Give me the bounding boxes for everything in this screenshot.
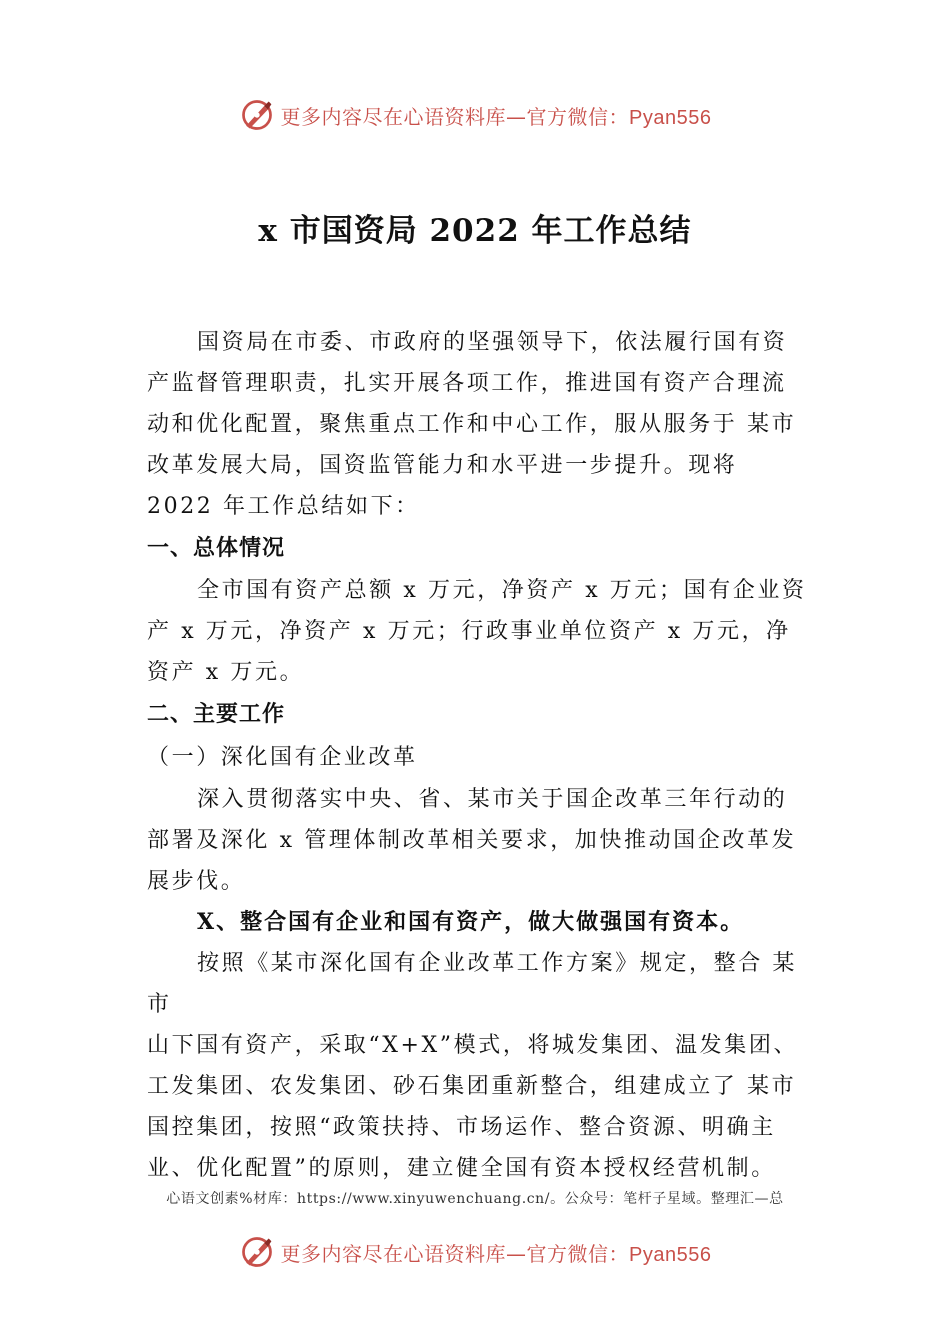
footer-note: 心语文创素%材库：https://www.xinyuwenchuang.cn/。公众号：笔杆子星域。整理汇—总 — [166, 1191, 784, 1207]
integration-paragraph-part2: 山下国有资产，采取“X+X”模式，将城发集团、温发集团、工发集团、农发集团、砂石集团重新整合，组建成立了 某市国控集团，按照“政策扶持、市场运作、整合资源、明确主业、优化配置”的原则，建立健全国有资本授权经营机制。 — [147, 1033, 799, 1181]
point-heading-integration: X、整合国有企业和国有资产，做大做强国有资本。 — [197, 909, 745, 935]
section-heading-main-work: 二、主要工作 — [147, 702, 286, 727]
document-body — [147, 322, 809, 1189]
banner-main-text: 更多内容尽在心语资料库—官方微信： — [280, 1241, 630, 1266]
section-heading-overview: 一、总体情况 — [147, 536, 286, 561]
subsection-heading-reform: （一）深化国有企业改革 — [147, 745, 418, 770]
integration-paragraph-part1: 按照《某市深化国有企业改革工作方案》规定，整合 某市 — [147, 951, 797, 1017]
banner-text — [281, 1238, 712, 1267]
reform-paragraph: 深入贯彻落实中央、省、某市关于国企改革三年行动的部署及深化 x 管理体制改革相关要求，加快推动国企改革发展步伐。 — [147, 787, 797, 894]
banner-wechat-id: Pyan556 — [629, 1243, 712, 1266]
pen-logo-icon — [239, 1234, 275, 1270]
intro-paragraph: 国资局在市委、市政府的坚强领导下，依法履行国有资产监督管理职责，扎实开展各项工作，推进国有资产合理流动和优化配置，聚焦重点工作和中心工作，服从服务于 某市改革发展大局，国资监管能力和水平进一步提升。现将 2022 年工作总结如下： — [147, 330, 797, 519]
overview-paragraph: 全市国有资产总额 x 万元，净资产 x 万元；国有企业资产 x 万元，净资产 x 万元；行政事业单位资产 x 万元，净资产 x 万元。 — [147, 578, 807, 685]
pen-logo-icon — [239, 97, 275, 133]
banner-main-text: 更多内容尽在心语资料库—官方微信： — [280, 104, 630, 129]
bottom-banner — [0, 1232, 950, 1272]
banner-wechat-id: Pyan556 — [629, 106, 712, 129]
top-banner — [0, 95, 950, 135]
document-title: x 市国资局 2022 年工作总结 — [258, 213, 692, 249]
banner-text — [281, 101, 712, 130]
